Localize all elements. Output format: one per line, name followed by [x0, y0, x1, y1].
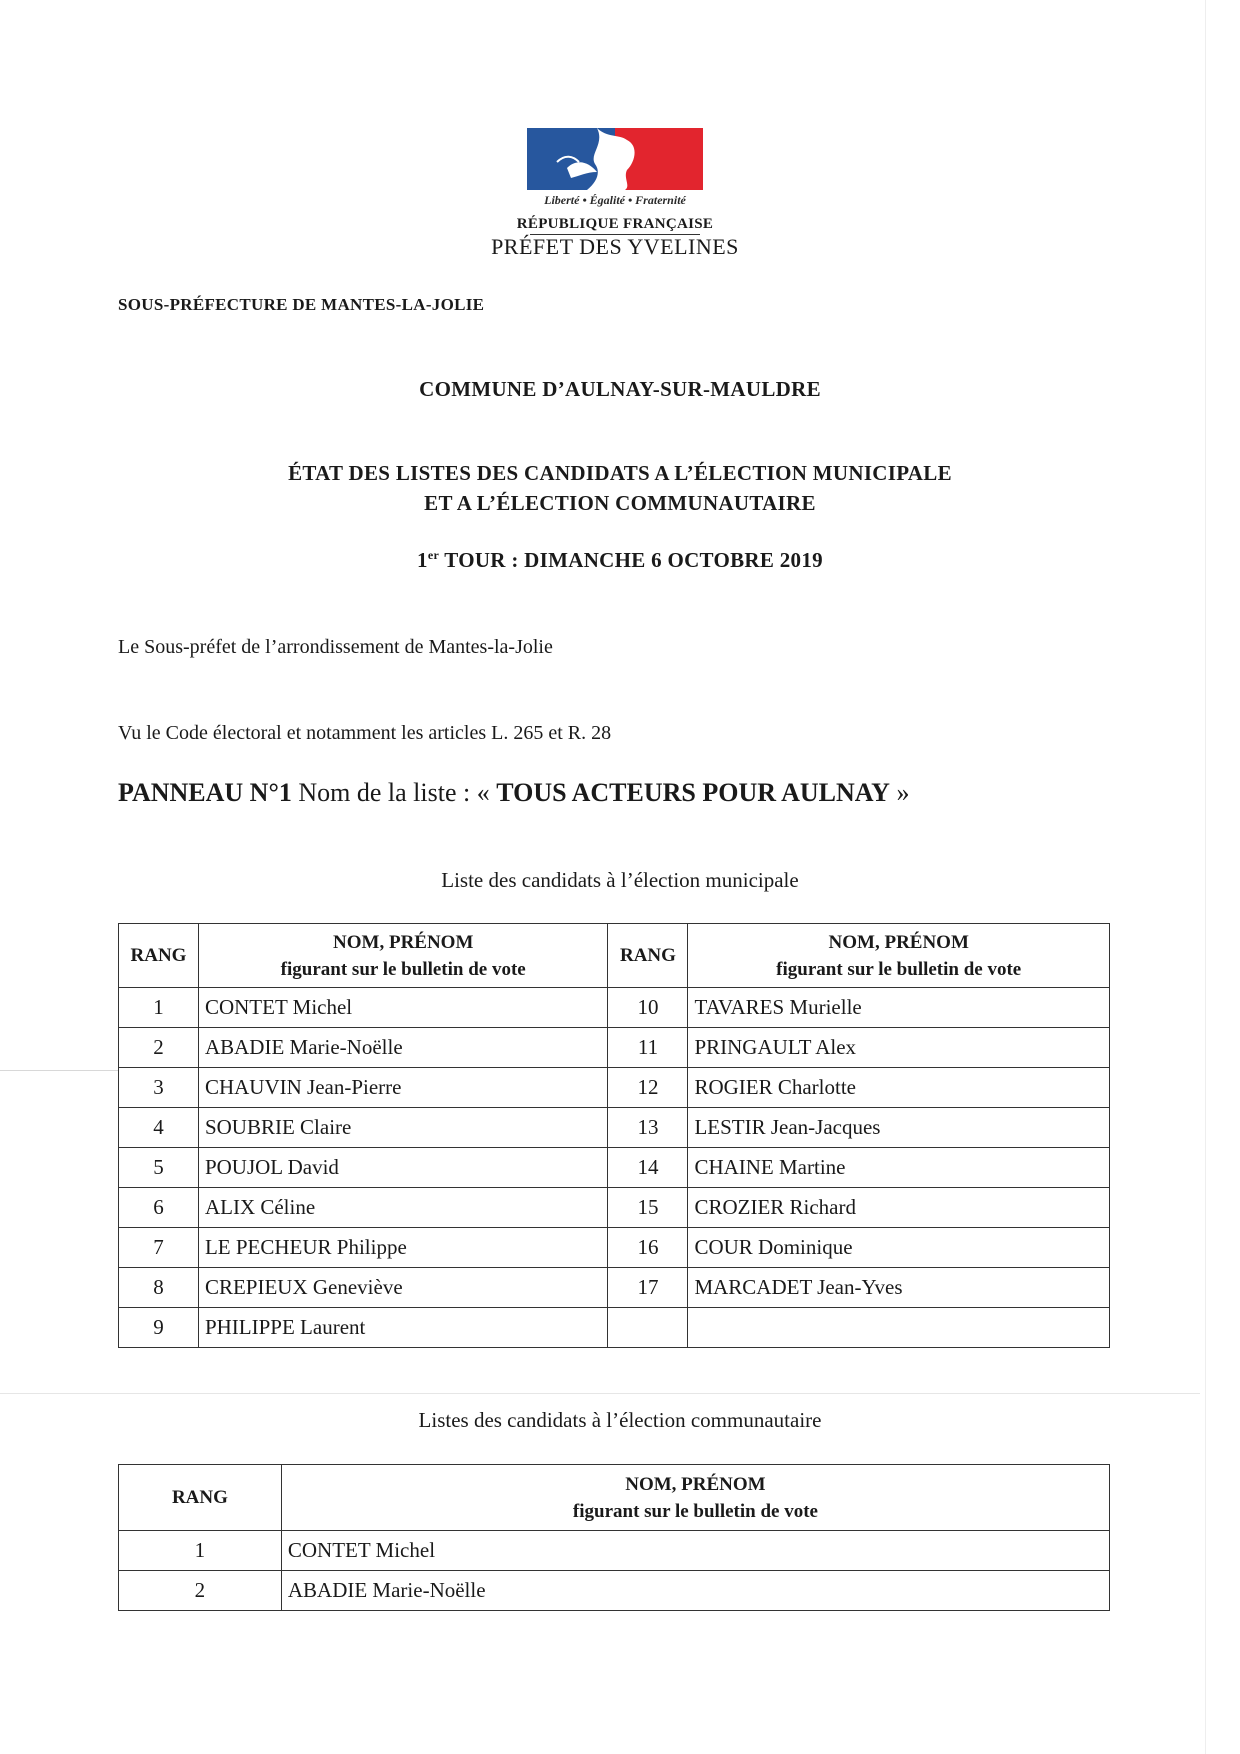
rang-cell: 15 [608, 1188, 688, 1228]
nom-cell: LE PECHEUR Philippe [198, 1228, 608, 1268]
column-header-nom [281, 1465, 1109, 1531]
municipal-table-caption: Liste des candidats à l’élection municipale [441, 868, 799, 892]
table-row [119, 1308, 1110, 1348]
rang-cell: 17 [608, 1268, 688, 1308]
rang-cell: 9 [119, 1308, 199, 1348]
scan-artifact-line [0, 1393, 1200, 1394]
column-header-nom [688, 924, 1110, 988]
table-header-row [119, 924, 1110, 988]
rang-cell: 12 [608, 1068, 688, 1108]
nom-cell: SOUBRIE Claire [198, 1108, 608, 1148]
table-header-row [119, 1465, 1110, 1531]
rang-cell: 1 [119, 1531, 282, 1571]
prefet-title: PRÉFET DES YVELINES [491, 234, 739, 259]
table-row [119, 1108, 1110, 1148]
communautaire-candidates-table [118, 1464, 1110, 1611]
nom-cell: ALIX Céline [198, 1188, 608, 1228]
rang-cell: 13 [608, 1108, 688, 1148]
nom-cell: CHAINE Martine [688, 1148, 1110, 1188]
liste-close: » [889, 778, 910, 807]
rang-cell: 5 [119, 1148, 199, 1188]
table-row [119, 1188, 1110, 1228]
rang-cell: 10 [608, 988, 688, 1028]
scan-edge-artifact [1205, 0, 1206, 1754]
liste-label: Nom de la liste : « [291, 778, 497, 807]
nom-cell: CHAUVIN Jean-Pierre [198, 1068, 608, 1108]
panneau-heading [118, 778, 909, 808]
table-row [119, 1148, 1110, 1188]
column-header-nom-subtitle: figurant sur le bulletin de vote [776, 958, 1022, 980]
nom-cell: LESTIR Jean-Jacques [688, 1108, 1110, 1148]
nom-cell: COUR Dominique [688, 1228, 1110, 1268]
sous-prefecture-label: SOUS-PRÉFECTURE DE MANTES-LA-JOLIE [118, 295, 485, 314]
tour-superscript: er [427, 548, 440, 562]
table-row [119, 1028, 1110, 1068]
communautaire-table-caption: Listes des candidats à l’élection communautaire [418, 1408, 822, 1432]
table-row [119, 1571, 1110, 1611]
table-row [119, 1531, 1110, 1571]
rang-cell: 16 [608, 1228, 688, 1268]
nom-cell: ABADIE Marie-Noëlle [198, 1028, 608, 1068]
tour-title [0, 548, 1240, 573]
tour-date: TOUR : DIMANCHE 6 OCTOBRE 2019 [439, 548, 823, 572]
rang-cell: 2 [119, 1028, 199, 1068]
republic-label: RÉPUBLIQUE FRANÇAISE [516, 216, 714, 232]
table-row [119, 1268, 1110, 1308]
column-header-nom-title: NOM, PRÉNOM [828, 931, 969, 953]
column-header-nom-subtitle: figurant sur le bulletin de vote [572, 1500, 818, 1522]
table-row [119, 1228, 1110, 1268]
nom-cell: CONTET Michel [281, 1531, 1109, 1571]
column-header-nom [198, 924, 608, 988]
nom-cell: CROZIER Richard [688, 1188, 1110, 1228]
marianne-logo [527, 128, 703, 190]
rang-cell: 8 [119, 1268, 199, 1308]
scan-artifact-line [0, 1070, 118, 1071]
commune-title: COMMUNE D’AULNAY-SUR-MAULDRE [419, 377, 821, 401]
nom-cell: ABADIE Marie-Noëlle [281, 1571, 1109, 1611]
rang-cell: 11 [608, 1028, 688, 1068]
etat-title-line-1: ÉTAT DES LISTES DES CANDIDATS A L’ÉLECTION MUNICIPALE [288, 461, 952, 485]
vu-code-paragraph: Vu le Code électoral et notamment les articles L. 265 et R. 28 [118, 722, 612, 744]
panneau-number: PANNEAU N°1 [118, 778, 292, 807]
column-header-rang: RANG [119, 924, 199, 988]
table-row [119, 988, 1110, 1028]
rang-cell: 6 [119, 1188, 199, 1228]
nom-cell: CREPIEUX Geneviève [198, 1268, 608, 1308]
rang-cell: 4 [119, 1108, 199, 1148]
table-row [119, 1068, 1110, 1108]
republic-motto: Liberté • Égalité • Fraternité [544, 193, 686, 207]
column-header-nom-title: NOM, PRÉNOM [333, 931, 474, 953]
etat-title-line-2: ET A L’ÉLECTION COMMUNAUTAIRE [424, 491, 816, 515]
nom-cell: PRINGAULT Alex [688, 1028, 1110, 1068]
nom-cell: PHILIPPE Laurent [198, 1308, 608, 1348]
nom-cell: ROGIER Charlotte [688, 1068, 1110, 1108]
rang-cell: 7 [119, 1228, 199, 1268]
rang-cell: 3 [119, 1068, 199, 1108]
municipal-candidates-table [118, 923, 1110, 1348]
nom-cell: TAVARES Murielle [688, 988, 1110, 1028]
column-header-rang: RANG [608, 924, 688, 988]
rang-cell-empty [608, 1308, 688, 1348]
column-header-rang: RANG [119, 1465, 282, 1531]
rang-cell: 2 [119, 1571, 282, 1611]
rang-cell: 14 [608, 1148, 688, 1188]
nom-cell: CONTET Michel [198, 988, 608, 1028]
tour-number: 1 [417, 548, 428, 572]
nom-cell: MARCADET Jean-Yves [688, 1268, 1110, 1308]
sous-prefet-paragraph: Le Sous-préfet de l’arrondissement de Mantes-la-Jolie [118, 636, 553, 658]
nom-cell: POUJOL David [198, 1148, 608, 1188]
rang-cell: 1 [119, 988, 199, 1028]
column-header-nom-subtitle: figurant sur le bulletin de vote [280, 958, 526, 980]
column-header-nom-title: NOM, PRÉNOM [625, 1473, 766, 1495]
liste-name: TOUS ACTEURS POUR AULNAY [496, 778, 890, 807]
nom-cell-empty [688, 1308, 1110, 1348]
